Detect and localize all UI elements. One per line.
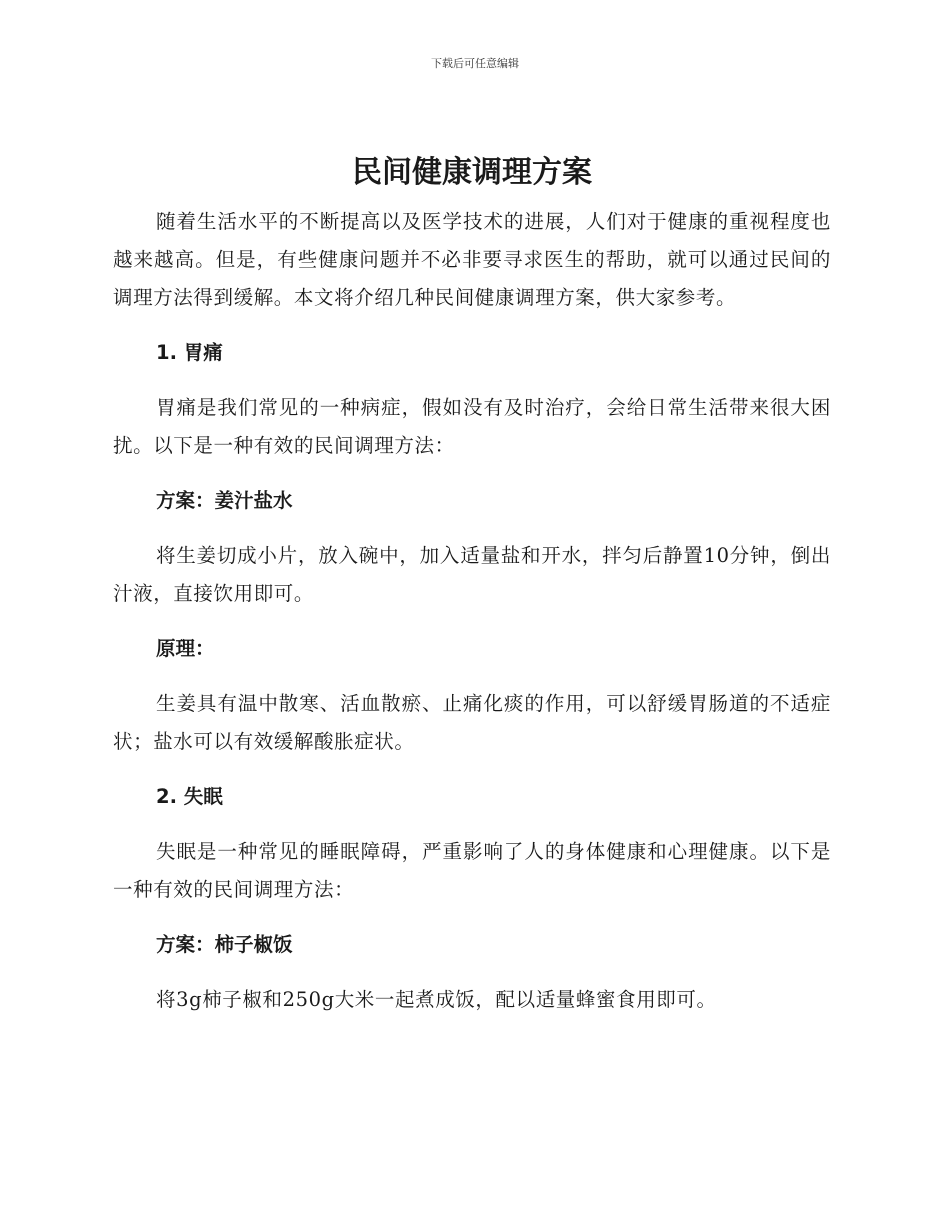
plan-heading: 方案：柿子椒饭 (156, 933, 293, 956)
principle-heading: 原理： (156, 637, 215, 660)
principle-text: 生姜具有温中散寒、活血散瘀、止痛化痰的作用，可以舒缓胃肠道的不适症状；盐水可以有效缓解酸胀症状。 (113, 692, 831, 753)
intro-paragraph: 随着生活水平的不断提高以及医学技术的进展，人们对于健康的重视程度也越来越高。但是，有些健康问题并不必非要寻求医生的帮助，就可以通过民间的调理方法得到缓解。本文将介绍几种民间健康调理方案，供大家参考。 (113, 210, 831, 309)
document-body (113, 145, 831, 1019)
plan-heading: 方案：姜汁盐水 (156, 489, 293, 512)
plan-text: 将3g柿子椒和250g大米一起煮成饭，配以适量蜂蜜食用即可。 (156, 988, 717, 1011)
section-heading: 2. 失眠 (156, 785, 223, 808)
plan-text: 将生姜切成小片，放入碗中，加入适量盐和开水，拌匀后静置10分钟，倒出汁液，直接饮用即可。 (113, 544, 831, 605)
section-description: 失眠是一种常见的睡眠障碍，严重影响了人的身体健康和心理健康。以下是一种有效的民间调理方法： (113, 840, 831, 901)
header-note: 下载后可任意编辑 (431, 57, 519, 70)
section-heading: 1. 胃痛 (156, 341, 223, 364)
document-title: 民间健康调理方案 (352, 155, 592, 190)
section-description: 胃痛是我们常见的一种病症，假如没有及时治疗，会给日常生活带来很大困扰。以下是一种有效的民间调理方法： (113, 396, 831, 457)
